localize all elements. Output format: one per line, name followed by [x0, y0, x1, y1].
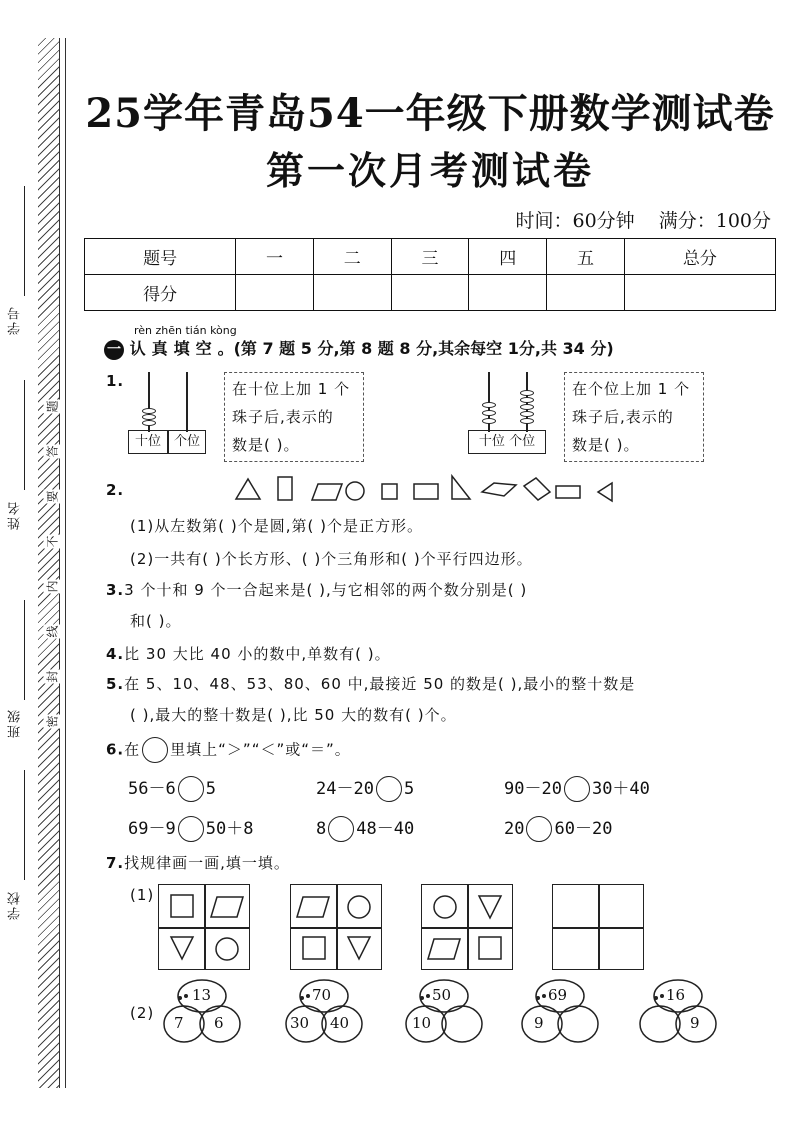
clover-figure [158, 976, 250, 1054]
q3-line1[interactable]: 3.3 个十和 9 个一合起来是( ),与它相邻的两个数分别是( ) [106, 581, 528, 599]
section-pinyin: rèn zhēn tián kòng [134, 324, 237, 337]
class-label: 班级 [8, 708, 23, 738]
score-cell: 二 [313, 239, 391, 275]
abacus-right [468, 370, 548, 456]
compare-item: 20 60－20 [504, 814, 612, 842]
exam-time: 时间：60分钟 [515, 210, 635, 232]
parallelogram-shape [312, 484, 342, 500]
score-input-cell[interactable] [236, 275, 314, 311]
compare-item: 90－20 30＋40 [504, 774, 650, 802]
circle-shape [216, 938, 238, 960]
square-shape [479, 937, 501, 959]
clover-figure [400, 976, 492, 1054]
compare-circle-input[interactable] [526, 816, 552, 842]
q1-right-box: 在个位上加 1 个 珠子后,表示的 数是( )。 [564, 372, 704, 462]
seal-char: 题 [45, 400, 60, 413]
score-cell: 得分 [85, 275, 236, 311]
score-cell: 四 [469, 239, 547, 275]
parallelogram-shape [428, 939, 460, 959]
compare-circle-input[interactable] [178, 816, 204, 842]
parallelogram-shape [211, 897, 243, 917]
clover-right-number[interactable]: 9 [690, 1014, 700, 1032]
school-label: 学校 [8, 890, 23, 920]
circle-shape [348, 896, 370, 918]
binding-strip [0, 0, 80, 1122]
clover-left-number[interactable]: 7 [174, 1014, 184, 1032]
triangle-shape [598, 483, 612, 501]
clover-figure [280, 976, 372, 1054]
binding-line [65, 38, 66, 1088]
exam-full-score: 满分：100分 [658, 210, 771, 232]
student-id-label: 学号 [8, 305, 23, 335]
pattern-grid [421, 884, 513, 970]
q4-line[interactable]: 4.比 30 大比 40 小的数中,单数有( )。 [106, 645, 391, 663]
compare-item: 8 48－40 [316, 814, 414, 842]
q3-line2[interactable]: 和( )。 [130, 612, 182, 630]
q7-part1-label: (1) [130, 886, 155, 904]
score-cell: 题号 [85, 239, 236, 275]
compare-circle-input[interactable] [178, 776, 204, 802]
q2-number: 2. [106, 481, 125, 499]
square-shape [382, 484, 397, 499]
compare-circle-input[interactable] [376, 776, 402, 802]
score-input-cell[interactable] [391, 275, 469, 311]
student-id-line [24, 186, 25, 296]
name-label: 姓名 [8, 500, 23, 530]
clover-top-number: 70 [312, 986, 332, 1004]
triangle-down-shape [171, 937, 193, 959]
score-cell: 五 [547, 239, 625, 275]
q2-shapes [232, 474, 618, 504]
clover-left-number[interactable]: 30 [290, 1014, 310, 1032]
score-input-cell[interactable] [313, 275, 391, 311]
compare-item: 69－9 50＋8 [128, 814, 253, 842]
score-input-cell[interactable] [547, 275, 625, 311]
seal-char: 答 [45, 445, 60, 458]
circle-shape [346, 482, 364, 500]
clover-left-number[interactable]: 9 [534, 1014, 544, 1032]
answer-blank[interactable]: 数是( )。 [232, 436, 300, 454]
q7-part2-label: (2) [130, 1004, 155, 1022]
rectangle-shape [556, 486, 580, 498]
q5-line1[interactable]: 5.在 5、10、48、53、80、60 中,最接近 50 的数是( ),最小的整十数是 [106, 675, 636, 693]
page-subtitle: 第一次月考测试卷 [265, 148, 594, 193]
ones-label: 个位 [168, 430, 206, 454]
triangle-down-shape [479, 896, 501, 918]
clover-top-number: 50 [432, 986, 452, 1004]
answer-blank[interactable]: 数是( )。 [572, 436, 640, 454]
section-badge: 一 [104, 340, 124, 360]
q5-line2[interactable]: ( ),最大的整十数是( ),比 50 大的数有( )个。 [130, 706, 457, 724]
seal-char: 不 [45, 535, 60, 548]
name-line [24, 380, 25, 490]
class-line [24, 600, 25, 700]
clover-left-number[interactable]: 10 [412, 1014, 432, 1032]
q2-line1[interactable]: (1)从左数第( )个是圆,第( )个是正方形。 [130, 517, 423, 535]
score-table-score-row [85, 275, 776, 311]
compare-circle-icon [142, 737, 168, 763]
clover-figure [516, 976, 608, 1054]
abacus-label: 十位 个位 [468, 430, 546, 454]
circle-shape [434, 896, 456, 918]
rectangle-shape [278, 477, 292, 500]
q6-instruction: 6.在 里填上“＞”“＜”或“＝”。 [106, 737, 351, 763]
square-shape [303, 937, 325, 959]
clover-top-number: 69 [548, 986, 568, 1004]
q2-line2[interactable]: (2)一共有( )个长方形、( )个三角形和( )个平行四边形。 [130, 550, 533, 568]
rectangle-shape [524, 478, 550, 500]
abacus-left [128, 370, 208, 456]
score-cell: 三 [391, 239, 469, 275]
page-title: 25学年青岛54一年级下册数学测试卷 [85, 90, 775, 137]
section-heading [104, 336, 614, 360]
seal-char: 密 [45, 715, 60, 728]
clover-right-number[interactable]: 40 [330, 1014, 350, 1032]
compare-item: 24－20 5 [316, 774, 414, 802]
square-shape [171, 895, 193, 917]
exam-meta [498, 206, 772, 233]
score-input-cell[interactable] [469, 275, 547, 311]
section-title: 认真填空 [129, 339, 218, 358]
seal-char: 封 [45, 670, 60, 683]
triangle-shape [236, 479, 260, 499]
compare-item: 56－6 5 [128, 774, 216, 802]
score-cell: 总分 [624, 239, 775, 275]
seal-char: 内 [45, 580, 60, 593]
q1-left-box: 在十位上加 1 个 珠子后,表示的 数是( )。 [224, 372, 364, 462]
seal-char: 线 [45, 625, 60, 638]
triangle-shape [452, 476, 470, 499]
school-line [24, 770, 25, 880]
score-cell: 一 [236, 239, 314, 275]
q7-instruction: 7.找规律画一画,填一填。 [106, 854, 290, 872]
triangle-down-shape [348, 937, 370, 959]
parallelogram-shape [482, 483, 516, 496]
seal-char: 要 [45, 490, 60, 503]
section-note: 。(第 7 题 5 分,第 8 题 8 分,其余每空 1分,共 34 分) [217, 339, 614, 358]
pattern-grid [290, 884, 382, 970]
score-table-header-row [85, 239, 776, 275]
pattern-grid [158, 884, 250, 970]
rectangle-shape [414, 484, 438, 499]
score-input-cell[interactable] [624, 275, 775, 311]
clover-figure [634, 976, 726, 1054]
clover-right-number[interactable]: 6 [214, 1014, 224, 1032]
binding-hatch [38, 38, 60, 1088]
clover-top-number: 16 [666, 986, 686, 1004]
compare-circle-input[interactable] [564, 776, 590, 802]
compare-circle-input[interactable] [328, 816, 354, 842]
clover-top-number: 13 [192, 986, 212, 1004]
score-table [84, 238, 776, 311]
parallelogram-shape [297, 897, 329, 917]
pattern-answer-grid[interactable] [552, 884, 644, 970]
tens-label: 十位 [128, 430, 168, 454]
q1-number: 1. [106, 372, 125, 390]
